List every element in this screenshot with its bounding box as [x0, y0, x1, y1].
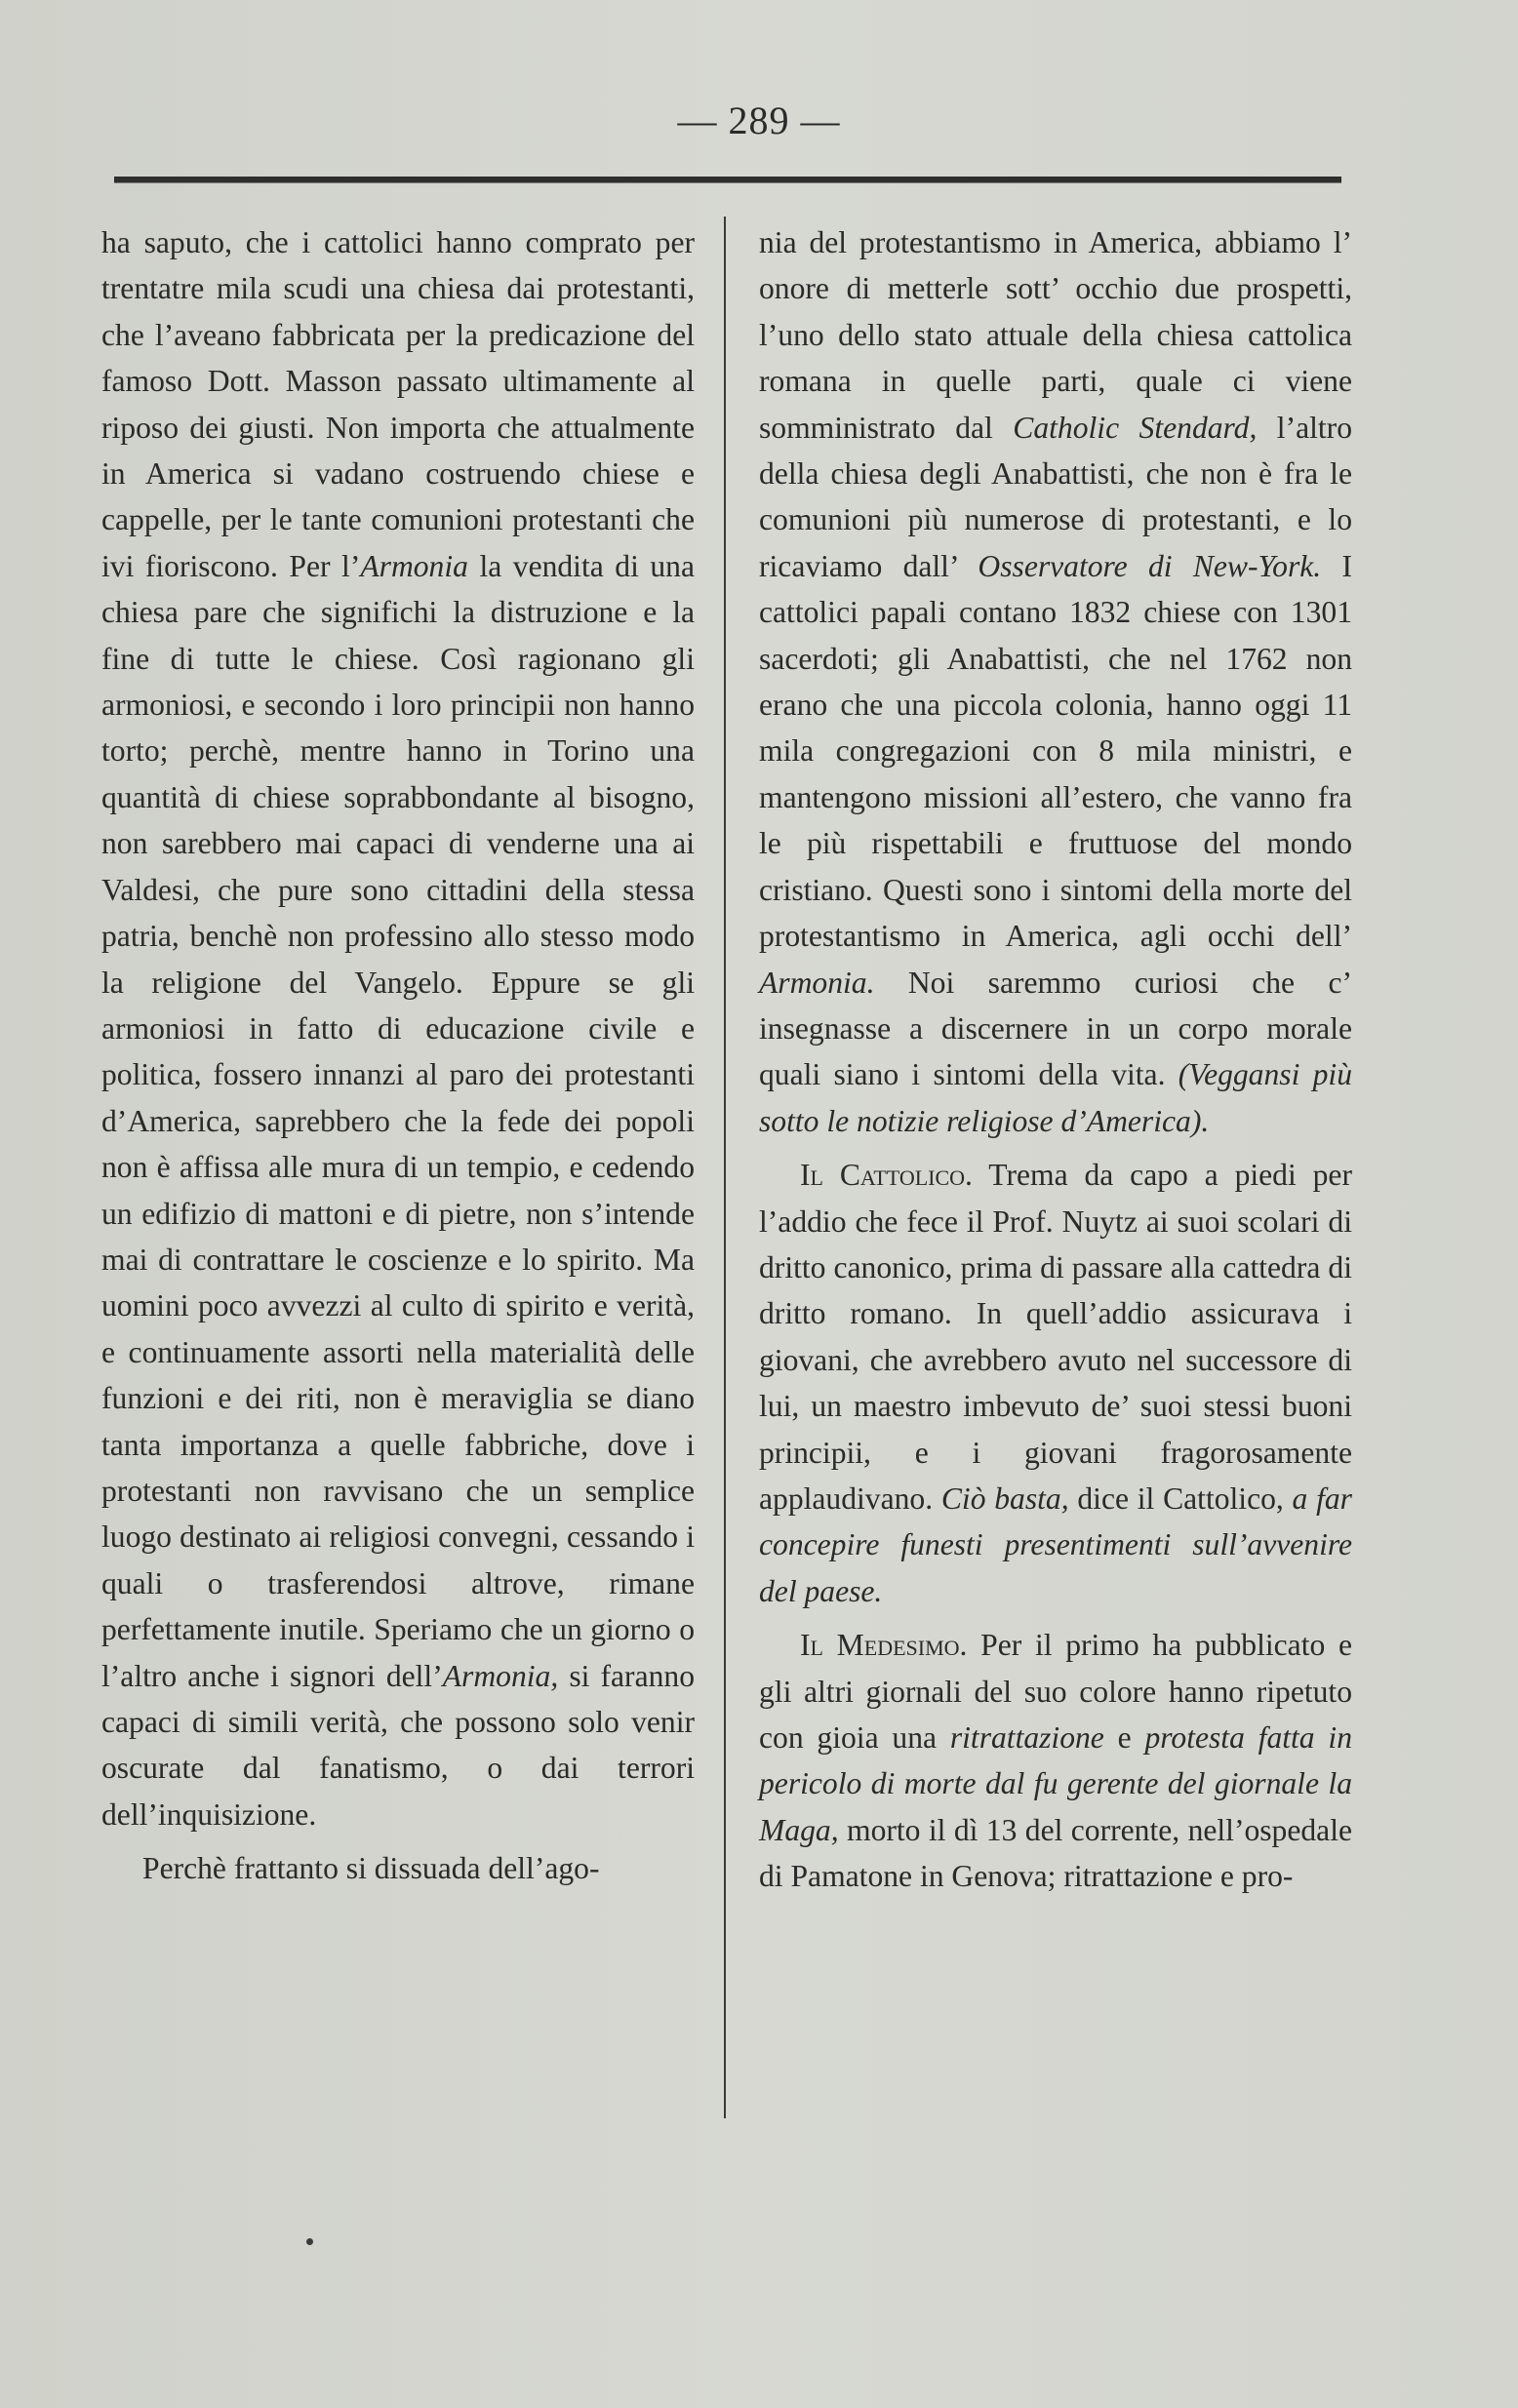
italic-run: Osservatore di New-York. [978, 548, 1322, 583]
text-run: Per il primo ha pubblicato e gli altri giornali del suo colore hanno ripetuto con gioia una [759, 1628, 1353, 1755]
text-run: I cattolici papali contano 1832 chiese con 1301 sacerdoti; gli Anabattisti, che nel 1762 non erano che una piccola colonia, hanno oggi 11 mila congregazioni con 8 mila ministri, e mantengono missioni all’estero, che vanno fra le più rispettabili e fruttuose del mondo cristiano. Questi sono i sintomi della morte del protestantismo in America, agli occhi dell’ [759, 548, 1352, 954]
text-run: Noi saremmo curiosi che c’ insegnasse a discernere in un corpo morale quali siano i sintomi della vita. [759, 965, 1352, 1092]
italic-run: ritrattazione [949, 1720, 1104, 1755]
italic-run: Armonia. [759, 965, 875, 1000]
section-heading: Il Cattolico. [800, 1158, 973, 1193]
left-paragraph-1 [101, 219, 695, 1837]
text-run: ha saputo, che i cattolici hanno comprato per trentatre mila scudi una chiesa dai protestanti, che l’aveano fabbricata per la predicazione del famoso Dott. Masson passato ultimamente al riposo dei giusti. Non importa che attualmente in America si vadano costruendo chiese e cappelle, per le tante comunioni protestanti che ivi fioriscono. Per l’ [101, 225, 695, 583]
page-number: — 289 — [677, 99, 841, 142]
section-heading: Il Medesimo. [800, 1628, 968, 1663]
italic-run: Armonia, [442, 1658, 559, 1693]
left-paragraph-2: Perchè frattanto si dissuada dell’ago- [142, 1851, 600, 1886]
italic-run: Catholic Stendard, [1013, 410, 1258, 445]
text-run: e [1103, 1720, 1145, 1755]
text-run: la vendita di una chiesa pare che significhi la distruzione e la fine di tutte le chiese. Così ragionano gli armoniosi, e secondo i loro principii non hanno torto; perchè, mentre hanno in Torino una quantità di chiese soprabbondante al bisogno, non sarebbero mai capaci di venderne una ai Valdesi, che pure sono cittadini della stessa patria, benchè non professino allo stesso modo la religione del Vangelo. Eppure se gli armoniosi in fatto di educazione civile e politica, fossero innanzi al paro dei protestanti d’America, saprebbero che la fede dei popoli non è affissa alle mura di un tempio, e cedendo un edifizio di mattoni e di pietre, non s’intende mai di contrattare le coscienze e lo spirito. Ma uomini poco avvezzi al culto di spirito e verità, e continuamente assorti nella materialità delle funzioni e dei riti, non è meraviglia se diano tanta importanza a quelle fabbriche, dove i protestanti non ravvisano che un semplice luogo destinato ai religiosi convegni, cessando i quali o trasferendosi altrove, rimane perfettamente inutile. Speriamo che un giorno o l’altro anche i signori dell’ [101, 548, 695, 1693]
right-paragraph-2 [759, 1152, 1352, 1614]
right-paragraph-1 [759, 219, 1352, 1144]
italic-run: (Veggansi più sotto le notizie religiose d’America). [759, 1057, 1352, 1138]
left-column [101, 219, 695, 1892]
ink-speck [306, 2238, 313, 2245]
right-column [759, 219, 1352, 1900]
italic-run: Armonia [360, 548, 468, 583]
italic-run: Ciò basta, [940, 1480, 1069, 1516]
text-run: l’altro della chiesa degli Anabattisti, che non è fra le comunioni più numerose di protestanti, e lo ricaviamo dall’ [759, 410, 1352, 583]
right-paragraph-3 [759, 1622, 1352, 1899]
text-run: nia del protestantismo in America, abbiamo l’ onore di metterle sott’ occhio due prospetti, l’uno dello stato attuale della chiesa cattolica romana in quelle parti, quale ci viene somministrato dal [759, 225, 1352, 445]
italic-run: protesta fatta in pericolo di morte dal fu gerente del giornale la Maga, [759, 1720, 1352, 1847]
italic-run: a far concepire funesti presentimenti sull’avvenire del paese. [759, 1480, 1352, 1608]
header-rule [114, 177, 1341, 183]
text-run: dice il Cattolico, [1068, 1480, 1293, 1516]
column-divider [724, 217, 726, 2118]
text-run: morto il dì 13 del corrente, nell’ospedale di Pamatone in Genova; ritrattazione e pro- [759, 1812, 1352, 1894]
text-run: Trema da capo a piedi per l’addio che fece il Prof. Nuytz ai suoi scolari di dritto canonico, prima di passare alla cattedra di dritto romano. In quell’addio assicurava i giovani, che avrebbero avuto nel successore di lui, un maestro imbevuto de’ suoi stessi buoni principii, e i giovani fragorosamente applaudivano. [759, 1158, 1352, 1516]
text-run: si faranno capaci di simili verità, che possono solo venir oscurate dal fanatismo, o dai terrori dell’inquisizione. [101, 1658, 695, 1832]
